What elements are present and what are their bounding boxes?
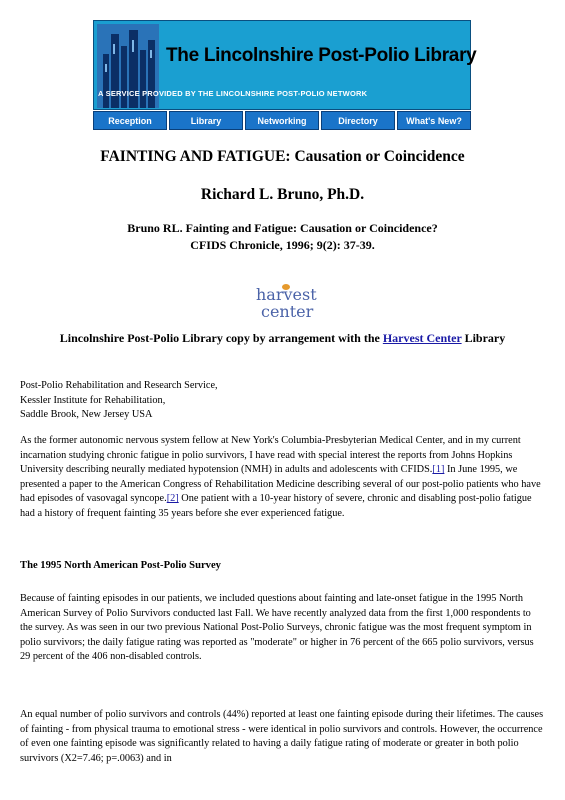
main-nav xyxy=(93,111,471,130)
affiliation-line: Kessler Institute for Rehabilitation, xyxy=(20,394,166,406)
article-title: FAINTING AND FATIGUE: Causation or Coincidence xyxy=(100,148,465,165)
affiliation-line: Post-Polio Rehabilitation and Research Service, xyxy=(20,380,218,391)
paragraph-fainting: An equal number of polio survivors and controls (44%) reported at least one fainting episode during their lifetimes. The causes of fainting - from physical trauma to emotional stress - were identical in polio survivors and controls. However, the occurrence of even one fainting episode was significantly related to having a daily fatigue rating of moderate or greater in both polio survivors (X2=7.46; p=.0063) and in xyxy=(20,709,544,764)
copy-note-suffix: Library xyxy=(461,331,506,345)
paragraph-text: One patient with a 10-year history of severe, chronic and disabling post-polio fatigue had a history of frequent fainting 35 years before she ever experienced fatigue. xyxy=(20,493,532,519)
reference-link-2[interactable]: [2] xyxy=(166,493,179,505)
library-subtitle: A SERVICE PROVIDED BY THE LINCOLNSHIRE POST-POLIO NETWORK xyxy=(98,89,368,98)
harvest-center-logo xyxy=(252,284,322,324)
copy-note xyxy=(30,330,535,347)
harvest-logo-line1: harvest xyxy=(256,285,317,304)
article-author: Richard L. Bruno, Ph.D. xyxy=(200,186,365,203)
affiliation-line: Saddle Brook, New Jersey USA xyxy=(20,409,153,421)
banner-header[interactable] xyxy=(93,20,477,110)
paragraph-survey: Because of fainting episodes in our patients, we included questions about fainting and late-onset fatigue in the 1995 North American Survey of Polio Survivors conducted last Fall. We have recently analyzed data from the first 1,000 respondents to the survey. As was seen in our two previous National Post-Polio Surveys, chronic fatigue was the most frequent symptom in polio survivors; the daily fatigue rating was reported as "moderate" or higher in 76 percent of the 665 polio survivors, versus 29 percent of the 406 non-disabled controls. xyxy=(20,593,534,663)
reference-link-1[interactable]: [1] xyxy=(432,464,445,476)
copy-note-prefix: Lincolnshire Post-Polio Library copy by arrangement with the xyxy=(59,331,383,345)
nav-directory-button[interactable]: Directory xyxy=(321,111,395,130)
site-banner xyxy=(93,20,477,130)
paragraph-text: In June 1995, we presented a paper to the American Congress of Rehabilitation Medicine describing several of our post-polio patients who have had episodes of vasovagal syncope. xyxy=(20,464,541,505)
nav-reception-button[interactable]: Reception xyxy=(93,111,167,130)
paragraph-intro xyxy=(20,434,545,522)
nav-library-button[interactable]: Library xyxy=(169,111,243,130)
nav-networking-button[interactable]: Networking xyxy=(245,111,319,130)
nav-whats-new-button[interactable]: What's New? xyxy=(397,111,471,130)
library-title: The Lincolnshire Post-Polio Library xyxy=(166,45,477,66)
article-citation: Bruno RL. Fainting and Fatigue: Causation or Coincidence? CFIDS Chronicle, 1996; 9(2): 37-39. xyxy=(127,221,438,252)
author-affiliation xyxy=(20,379,545,423)
paragraph-text: As the former autonomic nervous system fellow at New York's Columbia-Presbyterian Medical Center, and in my current incarnation studying chronic fatigue in polio survivors, I have read with special interest the reports from Johns Hopkins University describing neurally mediated hypotension (NMH) in adults and adolescents with CFIDS. xyxy=(20,435,521,476)
section-heading: The 1995 North American Post-Polio Survey xyxy=(20,560,221,571)
harvest-logo-line2: center xyxy=(261,302,314,321)
harvest-center-link[interactable]: Harvest Center xyxy=(382,331,462,345)
